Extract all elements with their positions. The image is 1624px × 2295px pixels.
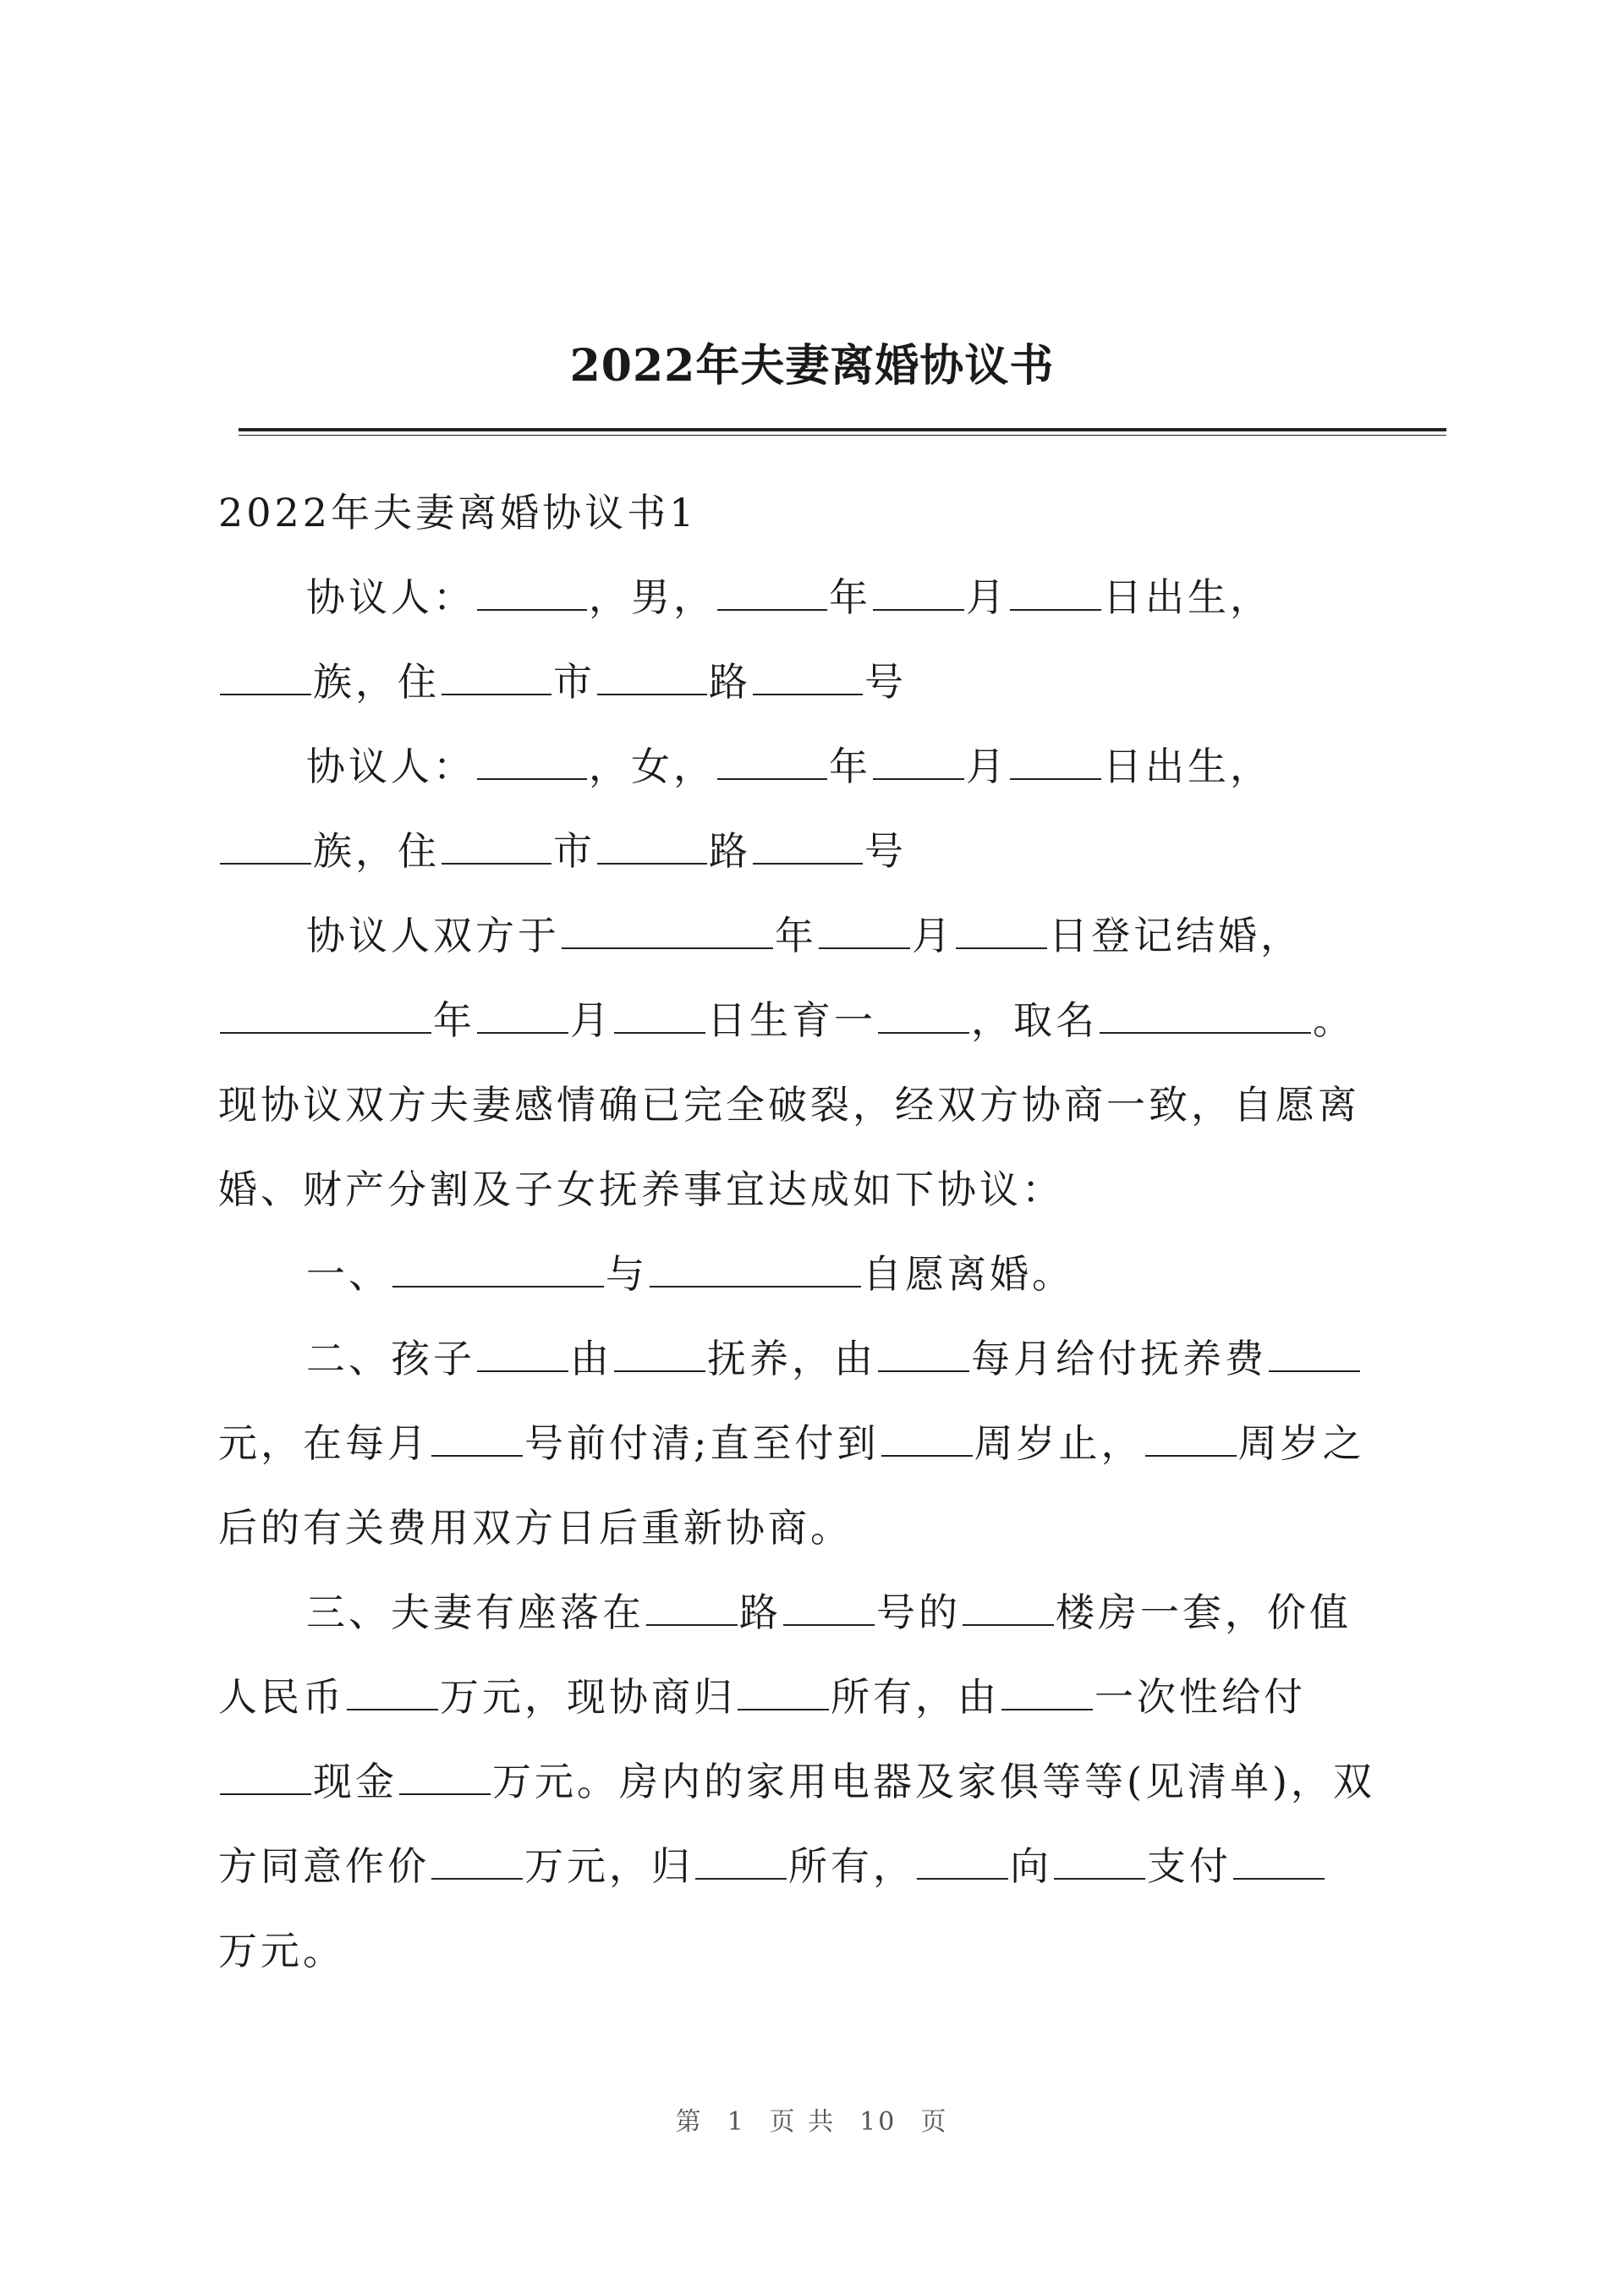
- label-text: 支付: [1147, 1843, 1232, 1889]
- label-text: 向: [1010, 1843, 1052, 1889]
- ethnic-blank: [220, 829, 311, 865]
- ethnic-blank: [220, 660, 311, 695]
- label-text: 族，住: [313, 659, 440, 705]
- label-text: 协议人双方于: [306, 913, 560, 958]
- clause-2-line-2: [218, 1401, 1445, 1485]
- label-text: 。: [1313, 997, 1355, 1043]
- number-blank: [753, 660, 863, 695]
- clause-3-line-1: [218, 1570, 1445, 1655]
- clause-2-line-3: 后的有关费用双方日后重新协商。: [218, 1505, 853, 1551]
- road-blank: [646, 1590, 738, 1626]
- year-blank: [717, 575, 827, 611]
- page-number: 1: [727, 2107, 746, 2137]
- label-text: 周岁之: [1237, 1420, 1365, 1466]
- marriage-line-2: [218, 978, 1445, 1062]
- child-day-blank: [614, 998, 705, 1034]
- label-text: ，男，: [589, 574, 716, 620]
- label-text: 协议人：: [306, 574, 475, 620]
- label-text: 万元，归: [524, 1843, 694, 1889]
- label-text: 日生育一: [707, 997, 876, 1043]
- owner-blank: [738, 1675, 829, 1710]
- marriage-line-3: 现协议双方夫妻感情确已完全破裂，经双方协商一致，自愿离: [218, 1082, 1360, 1128]
- party-male-line-2: [218, 640, 1445, 724]
- label-text: ，女，: [589, 744, 716, 789]
- clause-3-line-3: [218, 1739, 1445, 1824]
- marriage-day-blank: [956, 914, 1047, 949]
- child-name-blank: [1100, 998, 1311, 1034]
- label-text: 族，住: [313, 828, 440, 874]
- label-text: 一次性给付: [1095, 1674, 1306, 1720]
- number-blank: [783, 1590, 875, 1626]
- document-title: 2022年夫妻离婚协议书: [569, 340, 1055, 392]
- label-text: 月: [570, 997, 612, 1043]
- child-gender-blank: [878, 998, 969, 1034]
- label-text: 元，在每月: [218, 1420, 430, 1466]
- label-text: 周岁止，: [974, 1420, 1144, 1466]
- child-year-blank: [220, 998, 431, 1034]
- section-heading: 2022年夫妻离婚协议书1: [218, 490, 698, 535]
- page-footer: [0, 2100, 1624, 2138]
- label-text: 号的: [876, 1589, 961, 1635]
- day-blank: [1010, 575, 1101, 611]
- party-a-blank: [392, 1252, 604, 1288]
- city-blank: [442, 660, 551, 695]
- clause-1: [218, 1232, 1445, 1316]
- marriage-year-blank: [562, 914, 773, 949]
- label-text: 由: [570, 1336, 612, 1381]
- age-end-blank: [881, 1421, 973, 1457]
- label-text: 楼房一套，价值: [1056, 1589, 1352, 1635]
- label-text: 抚养，由: [707, 1336, 876, 1381]
- label-text: 三、夫妻有座落在: [306, 1589, 645, 1635]
- party-female-line-1: [218, 724, 1445, 809]
- footer-text: 页: [920, 2107, 949, 2137]
- label-text: 路: [709, 828, 751, 874]
- label-text: 每月给付抚养费: [971, 1336, 1267, 1381]
- label-text: 现金: [313, 1759, 398, 1804]
- name-blank: [477, 575, 587, 611]
- label-text: 号: [864, 828, 907, 874]
- label-text: 协议人：: [306, 744, 475, 789]
- clause-2-line-1: [218, 1316, 1445, 1401]
- party-female-line-2: [218, 809, 1445, 893]
- clause-3-line-2: [218, 1655, 1445, 1739]
- owner-blank: [695, 1844, 787, 1880]
- label-text: 市: [553, 659, 595, 705]
- footer-text: 第: [675, 2107, 704, 2137]
- month-blank: [873, 744, 964, 780]
- payer-blank: [917, 1844, 1008, 1880]
- label-text: 路: [709, 659, 751, 705]
- amount-blank: [1233, 1844, 1325, 1880]
- label-text: 所有，: [788, 1843, 915, 1889]
- label-text: 月: [966, 744, 1008, 789]
- label-text: 自愿离婚。: [863, 1251, 1074, 1297]
- clause-3-line-5: 万元。: [218, 1928, 345, 1974]
- title-rule-thin: [239, 435, 1446, 436]
- document-body: [218, 470, 1445, 1993]
- pay-day-blank: [431, 1421, 523, 1457]
- label-text: 路: [739, 1589, 782, 1635]
- label-text: 年: [775, 913, 817, 958]
- label-text: 日出生，: [1103, 744, 1272, 789]
- label-text: 年: [433, 997, 475, 1043]
- label-text: 万元，现协商归: [440, 1674, 736, 1720]
- party-male-line-1: [218, 555, 1445, 640]
- payer-blank: [878, 1337, 969, 1372]
- child-blank: [477, 1337, 568, 1372]
- custodian-blank: [614, 1337, 705, 1372]
- appraisal-blank: [431, 1844, 523, 1880]
- footer-text: 页 共: [769, 2107, 837, 2137]
- road-blank: [597, 829, 707, 865]
- label-text: 与: [606, 1251, 648, 1297]
- label-text: 年: [829, 744, 871, 789]
- label-text: 所有，由: [831, 1674, 1000, 1720]
- marriage-line-4: 婚、财产分割及子女抚养事宜达成如下协议：: [218, 1167, 1064, 1212]
- child-month-blank: [477, 998, 568, 1034]
- label-text: ，取名: [971, 997, 1098, 1043]
- payer-blank: [1001, 1675, 1093, 1710]
- label-text: 年: [829, 574, 871, 620]
- title-rule-thick: [239, 428, 1446, 431]
- label-text: 市: [553, 828, 595, 874]
- fee-blank: [1269, 1337, 1360, 1372]
- number-blank: [753, 829, 863, 865]
- marriage-line-1: [218, 893, 1445, 978]
- cash-blank: [399, 1760, 491, 1795]
- city-blank: [442, 829, 551, 865]
- label-text: 一、: [306, 1251, 391, 1297]
- label-text: 万元。房内的家用电器及家俱等等(见清单)，双: [492, 1759, 1375, 1804]
- label-text: 人民币: [218, 1674, 345, 1720]
- day-blank: [1010, 744, 1101, 780]
- label-text: 方同意作价: [218, 1843, 430, 1889]
- building-blank: [963, 1590, 1054, 1626]
- month-blank: [873, 575, 964, 611]
- label-text: 月: [912, 913, 954, 958]
- label-text: 二、孩子: [306, 1336, 475, 1381]
- name-blank: [477, 744, 587, 780]
- road-blank: [597, 660, 707, 695]
- label-text: 日出生，: [1103, 574, 1272, 620]
- recipient-blank: [220, 1760, 311, 1795]
- clause-3-line-4: [218, 1824, 1445, 1908]
- label-text: 日登记结婚，: [1049, 913, 1303, 958]
- label-text: 月: [966, 574, 1008, 620]
- value-blank: [347, 1675, 438, 1710]
- label-text: 号前付清;直至付到: [524, 1420, 880, 1466]
- label-text: 号: [864, 659, 907, 705]
- marriage-month-blank: [819, 914, 910, 949]
- age-after-blank: [1145, 1421, 1237, 1457]
- total-pages: 10: [859, 2107, 897, 2137]
- payee-blank: [1054, 1844, 1145, 1880]
- year-blank: [717, 744, 827, 780]
- party-b-blank: [650, 1252, 861, 1288]
